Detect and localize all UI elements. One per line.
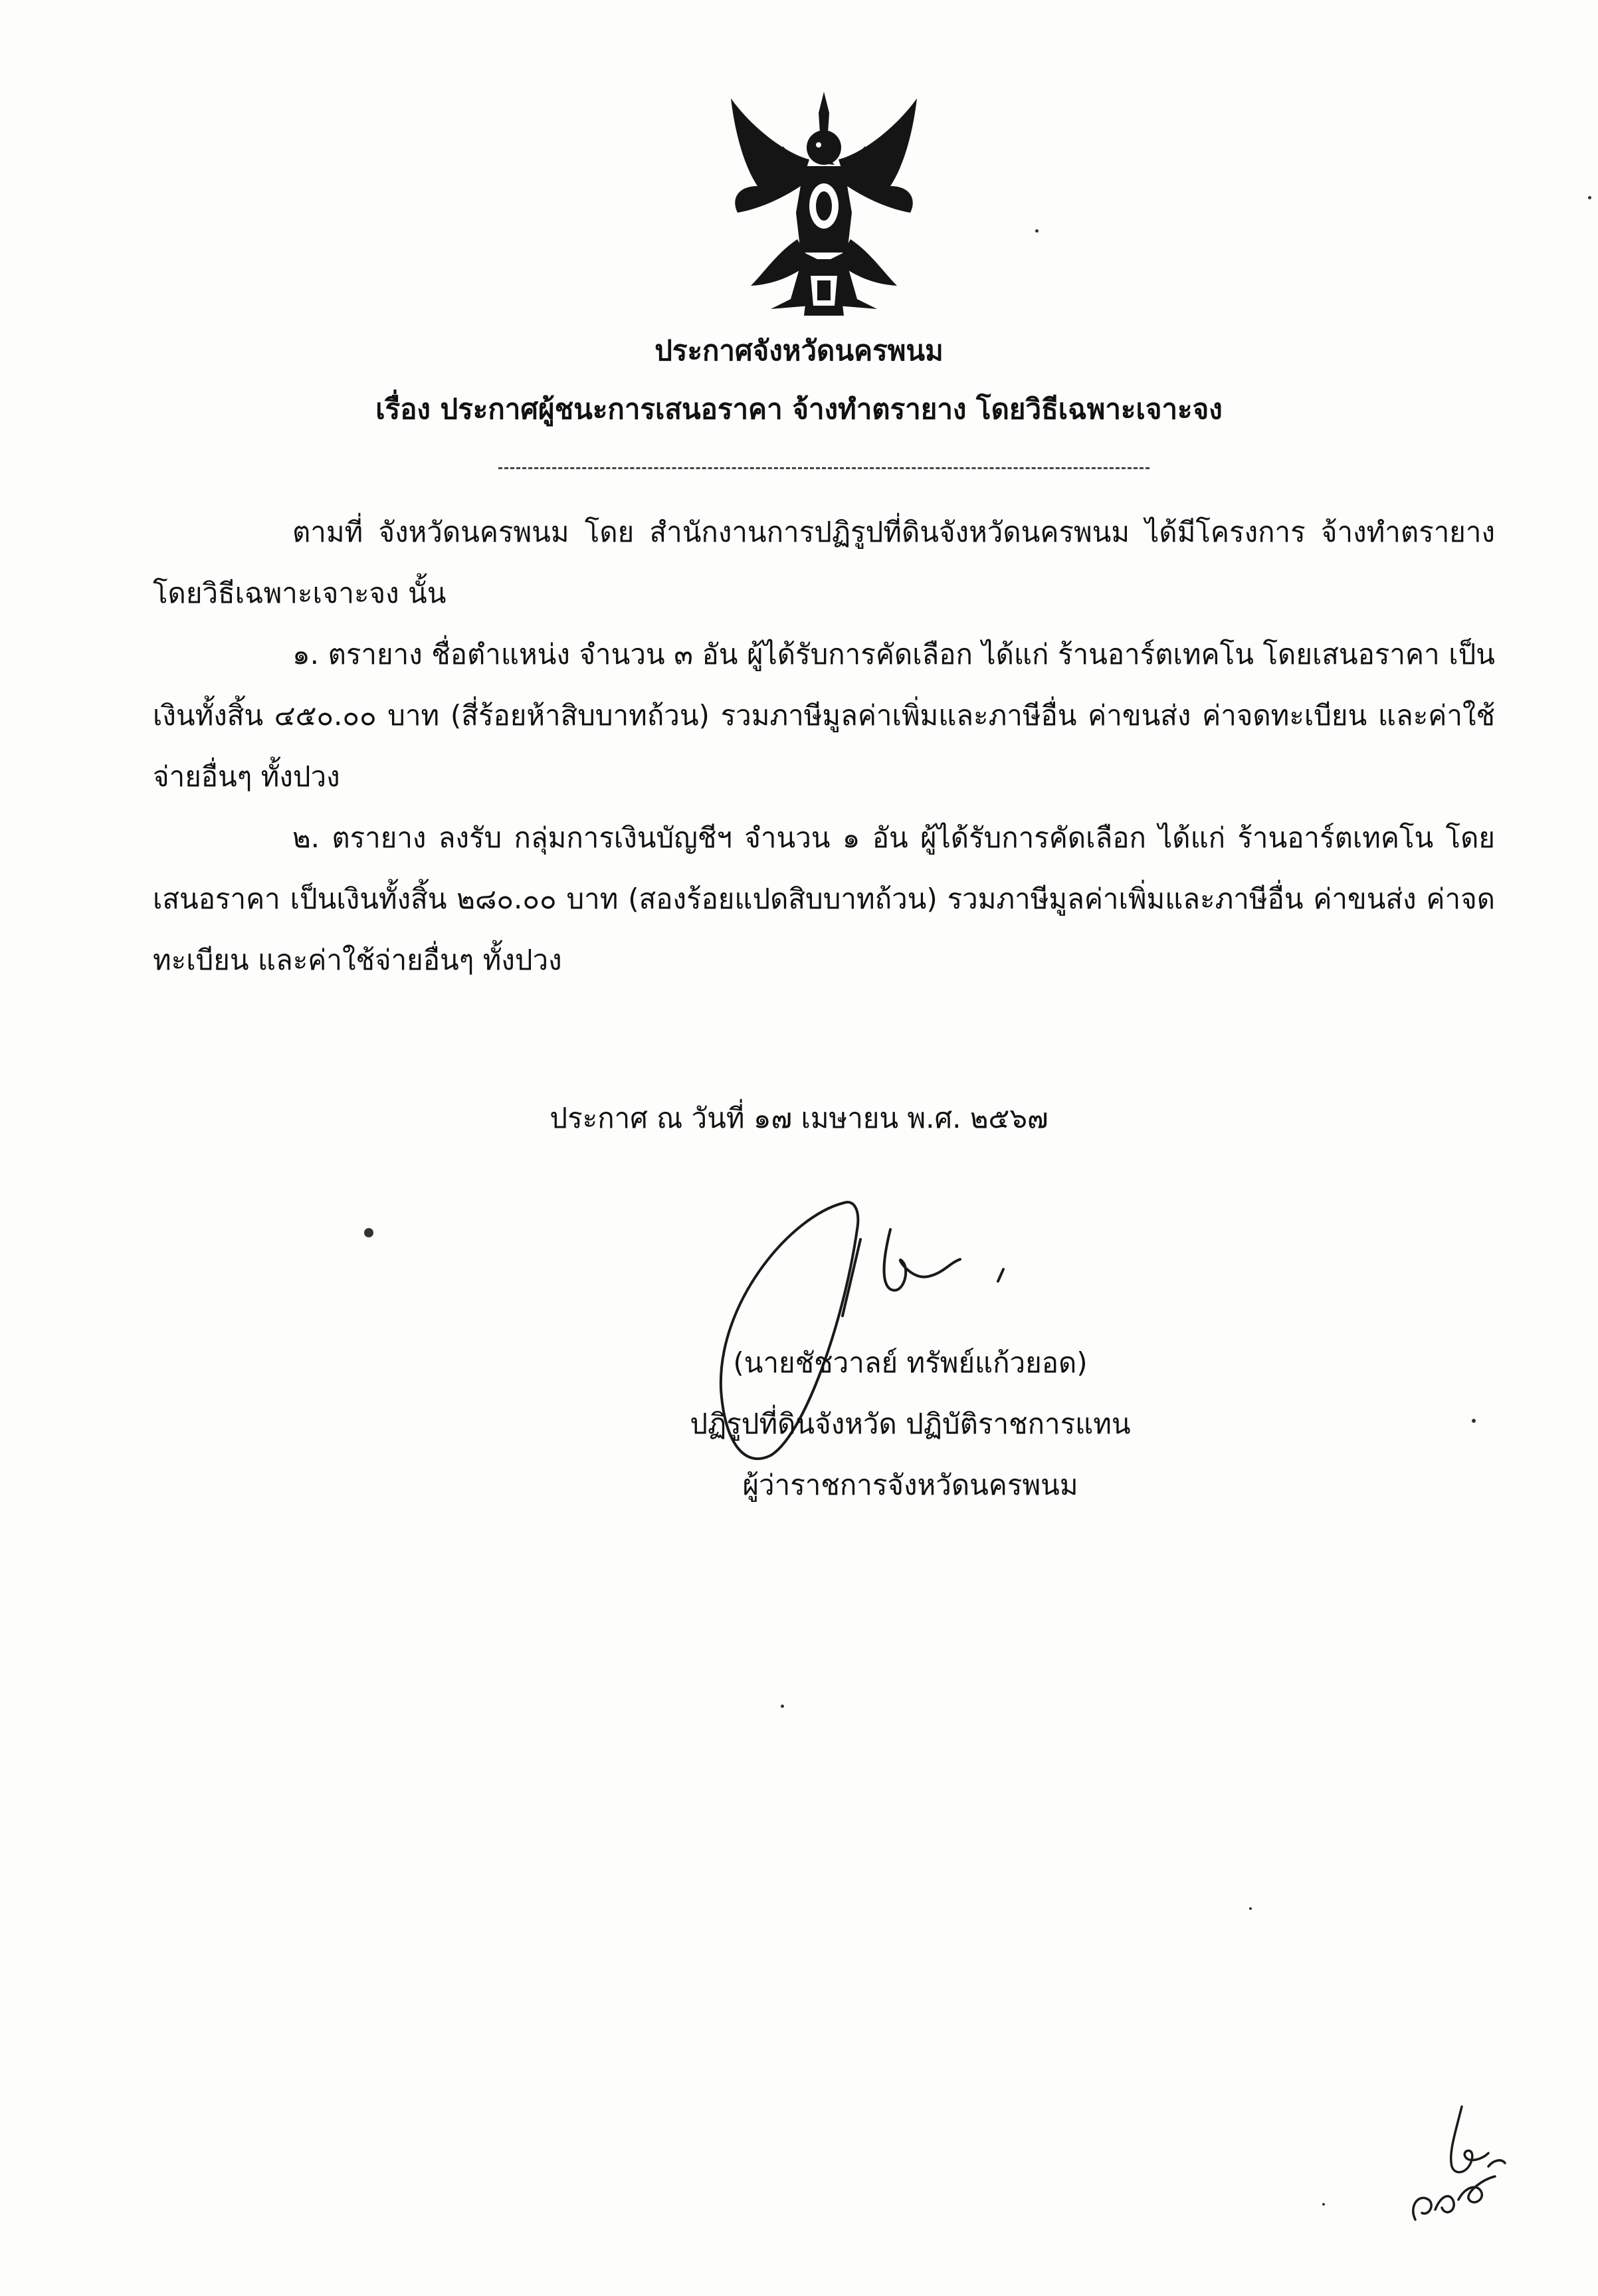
scan-speck — [364, 1228, 373, 1237]
signatory-block — [651, 1332, 1169, 1516]
garuda-emblem-icon — [711, 86, 937, 326]
announcement-date: ประกาศ ณ วันที่ ๑๗ เมษายน พ.ศ. ๒๕๖๗ — [549, 1102, 1049, 1134]
document-title: ประกาศจังหวัดนครพนม — [654, 334, 944, 367]
item-2-paragraph: ๒. ตรายาง ลงรับ กลุ่มการเงินบัญชีฯ จำนวน ๑ อัน ผู้ได้รับการคัดเลือก ได้แก่ ร้านอาร์ตเทคโน โดยเสนอราคา เป็นเงินทั้งสิ้น ๒๘๐.๐๐ บาท (สองร้อยแปดสิบบาทถ้วน) รวมภาษีมูลค่าเพิ่มและภาษีอื่น ค่าขนส่ง ค่าจดทะเบียน และค่าใช้จ่ายอื่นๆ ทั้งปวง — [153, 821, 1495, 976]
scan-speck — [1588, 196, 1591, 199]
scan-speck — [1249, 1907, 1252, 1910]
scan-speck — [1472, 1419, 1476, 1423]
intro-paragraph: ตามที่ จังหวัดนครพนม โดย สำนักงานการปฏิรูปที่ดินจังหวัดนครพนม ได้มีโครงการ จ้างทำตรายาง โดยวิธีเฉพาะเจาะจง นั้น — [153, 516, 1495, 609]
handwritten-initials-icon — [1389, 2093, 1522, 2240]
signatory-position: ปฏิรูปที่ดินจังหวัด ปฏิบัติราชการแทน — [690, 1408, 1131, 1440]
document-subject: เรื่อง ประกาศผู้ชนะการเสนอราคา จ้างทำตรายาง โดยวิธีเฉพาะเจาะจง — [375, 393, 1223, 425]
title-divider — [498, 467, 1149, 469]
signatory-name: (นายชัชวาลย์ ทรัพย์แก้วยอด) — [733, 1346, 1088, 1379]
scan-speck — [1322, 2203, 1325, 2206]
scan-speck — [1035, 229, 1039, 233]
document-body — [153, 502, 1495, 991]
item-1-paragraph: ๑. ตรายาง ชื่อตำแหน่ง จำนวน ๓ อัน ผู้ได้รับการคัดเลือก ได้แก่ ร้านอาร์ตเทคโน โดยเสนอราคา เป็นเงินทั้งสิ้น ๔๕๐.๐๐ บาท (สี่ร้อยห้าสิบบาทถ้วน) รวมภาษีมูลค่าเพิ่มและภาษีอื่น ค่าขนส่ง ค่าจดทะเบียน และค่าใช้จ่ายอื่นๆ ทั้งปวง — [153, 638, 1495, 793]
scan-speck — [781, 1705, 784, 1708]
signatory-on-behalf: ผู้ว่าราชการจังหวัดนครพนม — [742, 1469, 1078, 1501]
